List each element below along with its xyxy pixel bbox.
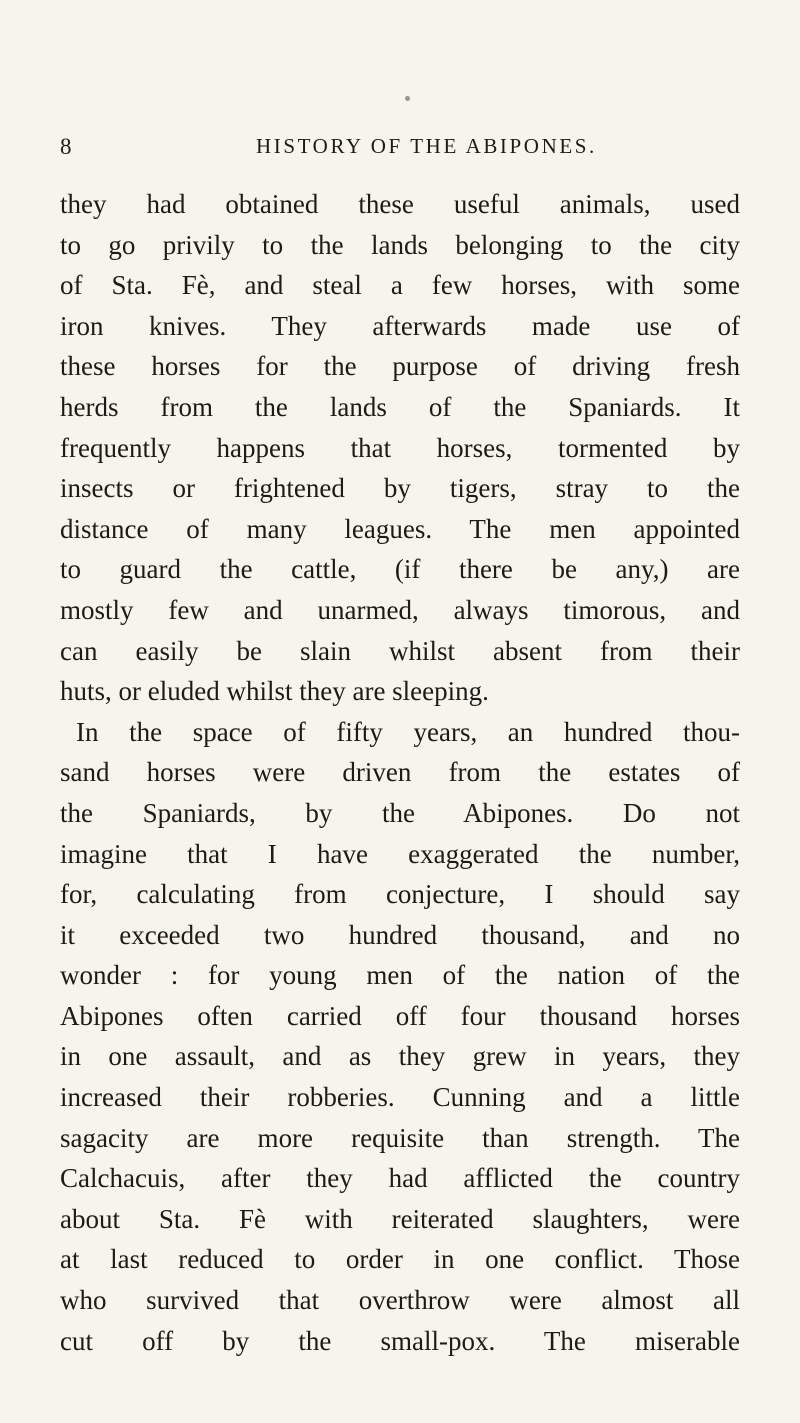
text-line: at last reduced to order in one conflict. Those — [60, 1244, 740, 1275]
text-line: the Spaniards, by the Abipones. Do not — [60, 797, 740, 828]
text-line: Calchacuis, after they had afflicted the country — [60, 1163, 740, 1194]
text-line: for, calculating from conjecture, I should say — [60, 879, 740, 910]
text-line: wonder : for young men of the nation of the — [60, 960, 740, 991]
text-line: mostly few and unarmed, always timorous, and — [60, 594, 740, 625]
page-number: 8 — [60, 134, 73, 159]
text-line: frequently happens that horses, tormented by — [60, 432, 740, 463]
text-line: they had obtained these useful animals, used — [60, 189, 740, 219]
text-line: distance of many leagues. The men appointed — [60, 513, 740, 544]
text-line: iron knives. They afterwards made use of — [60, 310, 740, 341]
text-line: sand horses were driven from the estates of — [60, 757, 740, 788]
text-line: to guard the cattle, (if there be any,) are — [60, 554, 740, 585]
text-line: imagine that I have exaggerated the number, — [60, 838, 740, 869]
paragraph-start-line: In the space of fifty years, an hundred thou- — [76, 716, 740, 747]
text-line: sagacity are more requisite than strength. The — [60, 1122, 740, 1153]
body-text — [60, 184, 740, 1361]
paper-speck — [405, 96, 410, 101]
text-line: it exceeded two hundred thousand, and no — [60, 919, 740, 950]
text-line: these horses for the purpose of driving fresh — [60, 351, 740, 382]
text-line: insects or frightened by tigers, stray to the — [60, 473, 740, 504]
text-line: about Sta. Fè with reiterated slaughters, were — [60, 1203, 740, 1234]
running-head: HISTORY OF THE ABIPONES. — [256, 134, 597, 158]
text-line: herds from the lands of the Spaniards. It — [60, 391, 740, 422]
page-header — [60, 134, 740, 164]
text-line: Abipones often carried off four thousand horses — [60, 1000, 740, 1031]
text-line: who survived that overthrow were almost all — [60, 1285, 740, 1316]
text-line: increased their robberies. Cunning and a little — [60, 1082, 740, 1113]
text-line: of Sta. Fè, and steal a few horses, with some — [60, 270, 740, 301]
text-line: to go privily to the lands belonging to the city — [60, 229, 740, 260]
text-line: cut off by the small-pox. The miserable — [60, 1325, 740, 1356]
text-line: huts, or eluded whilst they are sleeping. — [60, 676, 489, 707]
text-line: in one assault, and as they grew in years, they — [60, 1041, 740, 1072]
text-line: can easily be slain whilst absent from their — [60, 635, 740, 666]
